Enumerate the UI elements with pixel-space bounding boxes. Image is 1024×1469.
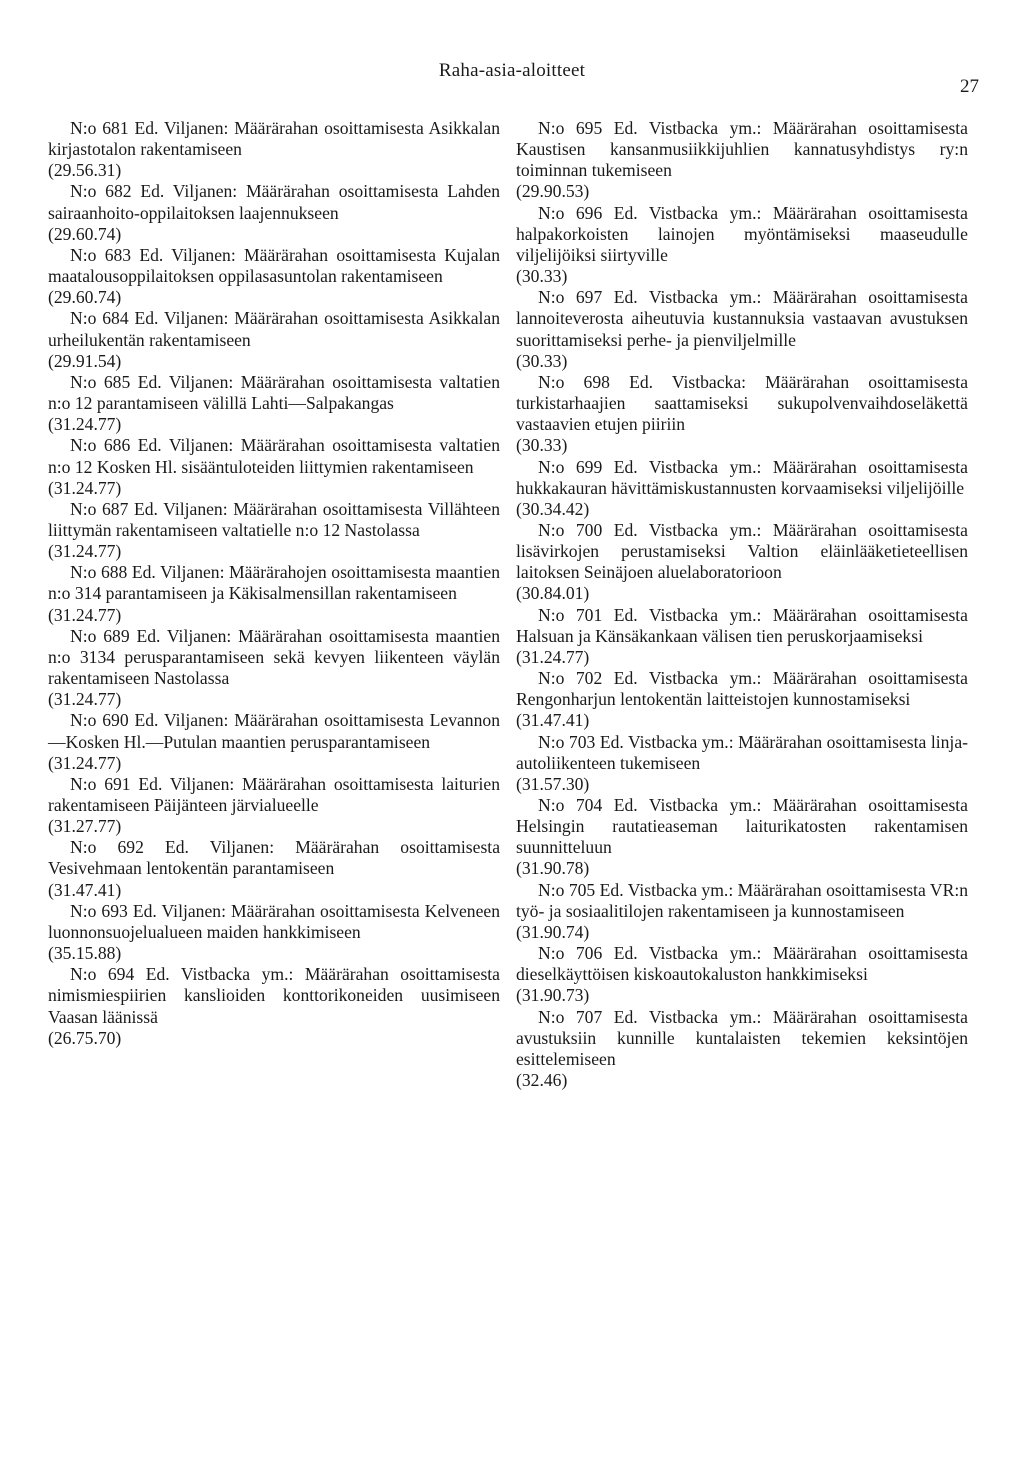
entry-code: (29.60.74) [48,287,122,308]
entry [48,372,500,435]
entry-code: (31.90.78) [516,858,590,879]
entry-text: N:o 685 Ed. Viljanen: Määrärahan osoittamisesta valtatien n:o 12 parantamiseen välillä Lahti—Salpakangas [48,371,500,414]
entry [48,181,500,244]
entry-text: N:o 694 Ed. Vistbacka ym.: Määrärahan osoittamisesta nimismiespiirien kanslioiden konttorikoneiden uusimiseen Vaasan läänissä [48,964,500,1027]
entry-text: N:o 688 Ed. Viljanen: Määrärahojen osoittamisesta maantien n:o 314 parantamiseen ja Käkisalmensillan rakentamiseen [48,562,500,604]
entry-code: (31.90.73) [516,985,590,1006]
entry-text: N:o 682 Ed. Viljanen: Määrärahan osoittamisesta Lahden sairaanhoito-oppilaitoksen laajennukseen [48,181,500,223]
entry-text: N:o 695 Ed. Vistbacka ym.: Määrärahan osoittamisesta Kaustisen kansanmusiikkijuhlien kannatusyhdistys ry:n toiminnan tukemiseen [516,118,968,181]
entry-code: (31.24.77) [48,689,122,710]
entry-text: N:o 704 Ed. Vistbacka ym.: Määrärahan osoittamisesta Helsingin rautatieaseman laiturikatosten rakentamisen suunnitteluun [516,795,968,858]
entry-code: (30.33) [516,435,568,456]
entry-code: (35.15.88) [48,943,122,964]
entry-text: N:o 689 Ed. Viljanen: Määrärahan osoittamisesta maantien n:o 3134 perusparantamiseen sekä kevyen liikenteen väylän rakentamiseen Nastolassa [48,625,500,689]
entry-text: N:o 705 Ed. Vistbacka ym.: Määrärahan osoittamisesta VR:n työ- ja sosiaalitilojen rakentamiseen ja kunnostamiseen [516,879,968,921]
entry-text: N:o 700 Ed. Vistbacka ym.: Määrärahan osoittamisesta lisävirkojen perustamiseksi Valtion eläinlääketieteellisen laitoksen Seinäjoen aluelaboratorioon [516,519,968,583]
entry [516,605,968,668]
entry [48,435,500,498]
entry [516,795,968,880]
entry-code: (30.33) [516,266,568,287]
entry-code: (30.84.01) [516,583,590,604]
entry-text: N:o 686 Ed. Viljanen: Määrärahan osoittamisesta valtatien n:o 12 Kosken Hl. sisääntuloteiden liittymien rakentamiseen [48,435,500,477]
entry [48,245,500,308]
entry-code: (29.56.31) [48,160,122,181]
entry [516,732,968,795]
entry [516,1007,968,1092]
entry-code: (30.34.42) [516,498,590,519]
entry-text: N:o 691 Ed. Viljanen: Määrärahan osoittamisesta laiturien rakentamiseen Päijänteen järvialueelle [48,773,500,815]
entry-text: N:o 696 Ed. Vistbacka ym.: Määrärahan osoittamisesta halpakorkoisten lainojen myöntämiseksi maaseudulle viljelijöiksi siirtyville [516,202,968,265]
entry-code: (29.91.54) [48,350,122,371]
entry-code: (31.57.30) [516,773,590,794]
entry [48,901,500,964]
entry-text: N:o 706 Ed. Vistbacka ym.: Määrärahan osoittamisesta dieselkäyttöisen kiskoautokaluston hankkimiseksi [516,943,968,985]
entry-code: (31.47.41) [516,710,590,731]
entry [516,118,968,203]
entry-text: N:o 697 Ed. Vistbacka ym.: Määrärahan osoittamisesta lannoiteverosta aiheutuvia kustannuksia vastaavan avustuksen suorittamiseksi perhe- ja pienviljelmille [516,287,968,350]
entry-text: N:o 699 Ed. Vistbacka ym.: Määrärahan osoittamisesta hukkakauran hävittämiskustannusten korvaamiseksi viljelijöille [516,456,968,498]
entry [48,964,500,1049]
entry [516,457,968,520]
entry [48,562,500,625]
entry-code: (31.47.41) [48,879,122,900]
entry-text: N:o 693 Ed. Viljanen: Määrärahan osoittamisesta Kelveneen luonnonsuojelualueen maiden hankkimiseen [48,900,500,942]
entry-text: N:o 683 Ed. Viljanen: Määrärahan osoittamisesta Kujalan maatalousoppilaitoksen oppilasasuntolan rakentamiseen [48,244,500,287]
entry [516,668,968,731]
running-title: Raha-asia-aloitteet [438,60,586,81]
left-column [48,118,500,1049]
entry [516,287,968,372]
entry-code: (29.60.74) [48,223,122,244]
entry-text: N:o 703 Ed. Vistbacka ym.: Määrärahan osoittamisesta linja-autoliikenteen tukemiseen [516,731,968,773]
entry-text: N:o 702 Ed. Vistbacka ym.: Määrärahan osoittamisesta Rengonharjun lentokentän laitteistojen kunnostamiseksi [516,668,968,710]
entry [48,710,500,773]
entry-code: (31.90.74) [516,921,590,942]
entry-text: N:o 692 Ed. Viljanen: Määrärahan osoittamisesta Vesivehmaan lentokentän parantamiseen [48,837,500,879]
entry-code: (31.24.77) [48,414,122,435]
entry-code: (32.46) [516,1070,568,1091]
entry-text: N:o 698 Ed. Vistbacka: Määrärahan osoittamisesta turkistarhaajien saattamiseksi sukupolvenvaihdoseläkettä vastaavien etujen piiriin [516,371,968,435]
entry-text: N:o 701 Ed. Vistbacka ym.: Määrärahan osoittamisesta Halsuan ja Känsäkankaan välisen tien peruskorjaamiseksi [516,604,968,646]
entry [516,520,968,605]
entry-code: (31.24.77) [48,477,122,498]
entry-code: (31.24.77) [48,541,122,562]
entry-text: N:o 690 Ed. Viljanen: Määrärahan osoittamisesta Levannon—Kosken Hl.—Putulan maantien perusparantamiseen [48,710,500,752]
entry-text: N:o 681 Ed. Viljanen: Määrärahan osoittamisesta Asikkalan kirjastotalon rakentamiseen [48,118,500,160]
entry-code: (26.75.70) [48,1027,122,1048]
entry [516,203,968,288]
entry [48,499,500,562]
entry-text: N:o 684 Ed. Viljanen: Määrärahan osoittamisesta Asikkalan urheilukentän rakentamiseen [48,308,500,350]
entry [516,372,968,457]
entry [48,774,500,837]
entry-code: (31.27.77) [48,816,122,837]
right-column [516,118,968,1091]
entry [48,118,500,181]
entry-code: (29.90.53) [516,181,590,202]
page-number: 27 [960,76,979,97]
entry [516,880,968,943]
entry [48,626,500,711]
entry-code: (31.24.77) [48,604,122,625]
entry-text: N:o 707 Ed. Vistbacka ym.: Määrärahan osoittamisesta avustuksiin kunnille kuntalaisten tekemien keksintöjen esittelemiseen [516,1006,968,1069]
entry-code: (31.24.77) [516,646,590,667]
entry-text: N:o 687 Ed. Viljanen: Määrärahan osoittamisesta Villähteen liittymän rakentamiseen valtatielle n:o 12 Nastolassa [48,498,500,540]
entry [516,943,968,1006]
entry [48,837,500,900]
entry [48,308,500,371]
entry-code: (30.33) [516,350,568,371]
entry-code: (31.24.77) [48,752,122,773]
